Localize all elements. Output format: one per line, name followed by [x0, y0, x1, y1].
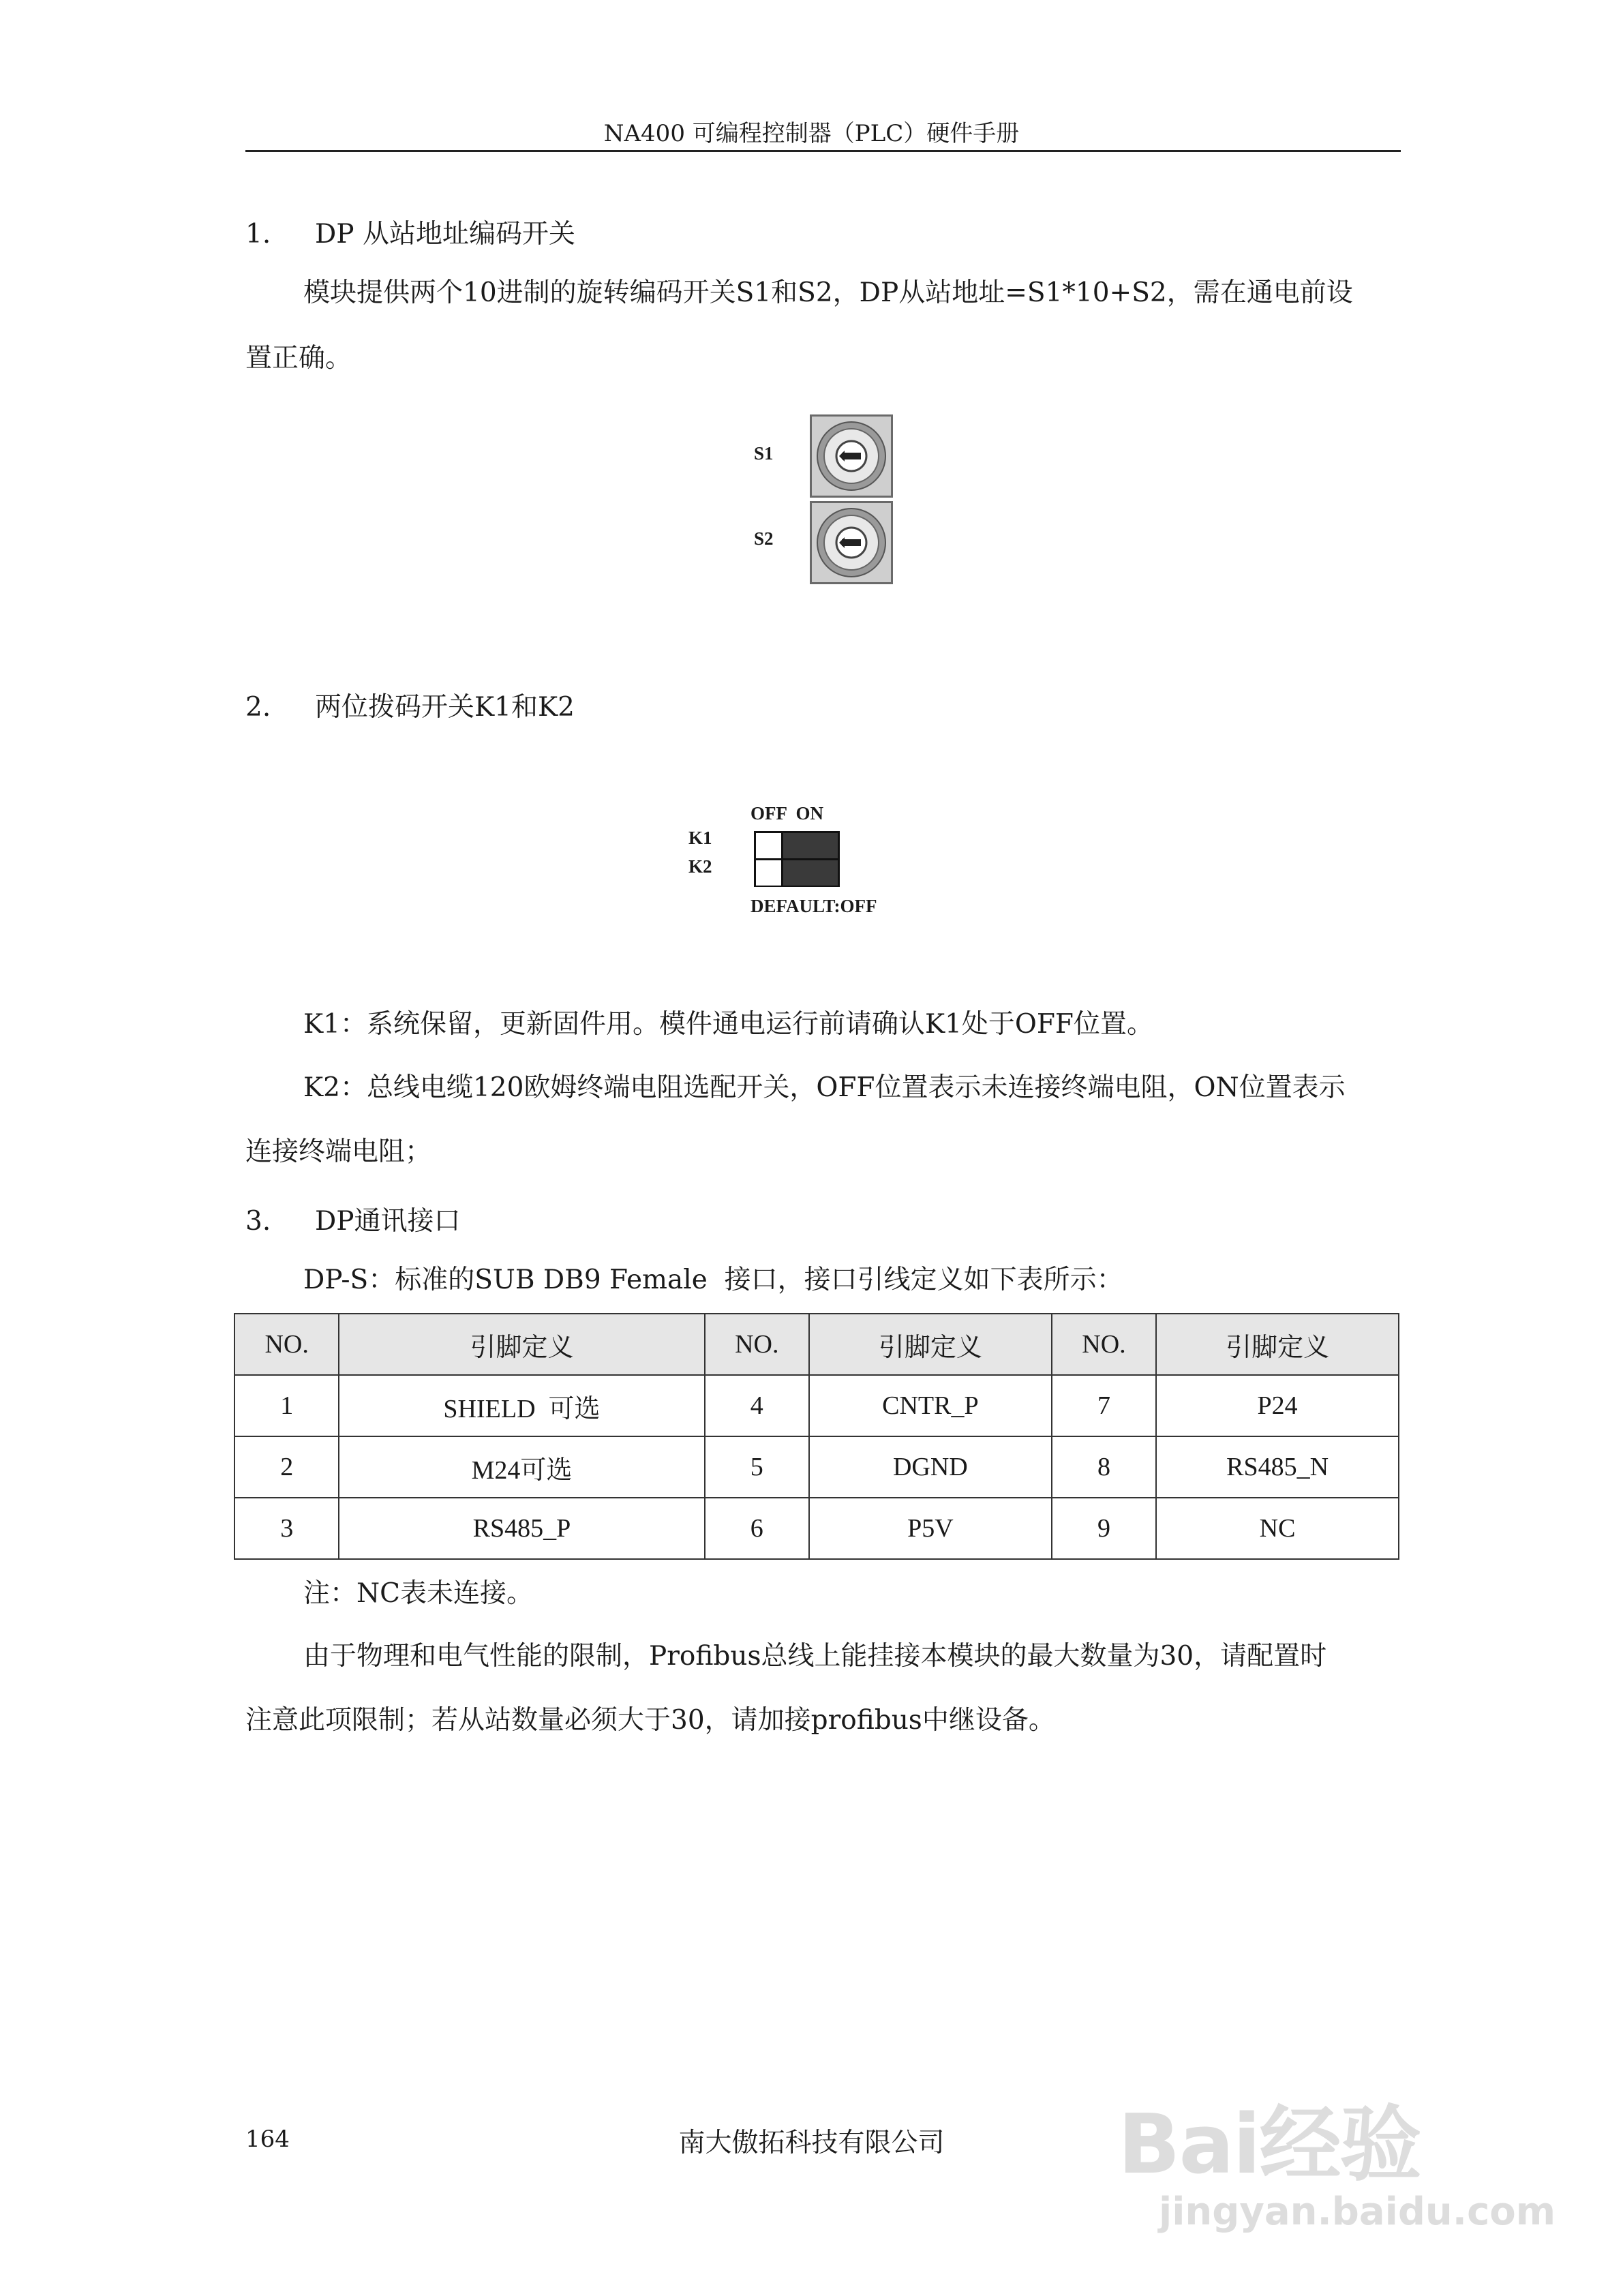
- table-header-cell: 引脚定义: [339, 1314, 704, 1375]
- section3-title: DP通讯接口: [315, 1206, 461, 1237]
- rotary-switch-s1: [810, 414, 893, 498]
- table-cell: 1: [234, 1375, 339, 1436]
- section3-paragraph-line1: 由于物理和电气性能的限制，Profibus总线上能挂接本模块的最大数量为30，请配置时: [303, 1641, 1327, 1672]
- rotary-switch-s2: [810, 501, 893, 584]
- switch-label-s1: S1: [754, 443, 774, 464]
- table-header-cell: NO.: [1052, 1314, 1156, 1375]
- table-cell: 5: [705, 1436, 809, 1498]
- table-row: [234, 1498, 1399, 1559]
- switch-label-s2: S2: [754, 528, 774, 549]
- table-cell: 7: [1052, 1375, 1156, 1436]
- section3-paragraph-line2: 注意此项限制；若从站数量必须大于30，请加接profibus中继设备。: [245, 1705, 1055, 1736]
- table-cell: 3: [234, 1498, 339, 1559]
- section1-paragraph-line2: 置正确。: [245, 343, 352, 374]
- dip-switch-k2: [756, 860, 838, 886]
- dip-k1-off-slot: [756, 833, 783, 858]
- table-cell: RS485_N: [1156, 1436, 1399, 1498]
- table-cell: 2: [234, 1436, 339, 1498]
- table-cell: RS485_P: [339, 1498, 704, 1559]
- table-cell: M24可选: [339, 1436, 704, 1498]
- dip-header-off-on: OFF ON: [750, 803, 823, 824]
- k2-description-line1: K2：总线电缆120欧姆终端电阻选配开关，OFF位置表示未连接终端电阻，ON位置表示: [303, 1072, 1346, 1103]
- section3-heading: [245, 1200, 461, 1238]
- watermark-logo-text: Bai经验: [1118, 2098, 1421, 2192]
- table-cell: 9: [1052, 1498, 1156, 1559]
- table-header-cell: NO.: [705, 1314, 809, 1375]
- dip-label-k2: K2: [688, 856, 712, 877]
- pin-definition-table: [234, 1313, 1399, 1560]
- dip-k2-off-slot: [756, 860, 783, 886]
- section2-heading: [245, 686, 575, 724]
- table-row: [234, 1375, 1399, 1436]
- table-header-row: [234, 1314, 1399, 1375]
- watermark-url: jingyan.baidu.com: [1159, 2190, 1556, 2234]
- dip-k2-on-slot: [783, 860, 838, 886]
- table-header-cell: NO.: [234, 1314, 339, 1375]
- page-header-title: NA400 可编程控制器（PLC）硬件手册: [603, 120, 1020, 147]
- section1-number: 1.: [245, 219, 271, 250]
- baidu-jingyan-watermark: [1118, 2079, 1556, 2234]
- section3-number: 3.: [245, 1206, 271, 1237]
- dip-k1-on-slot: [783, 833, 838, 858]
- header-rule: [245, 150, 1401, 152]
- dip-switch-k1: [756, 833, 838, 860]
- section1-paragraph-line1: 模块提供两个10进制的旋转编码开关S1和S2，DP从站地址=S1*10+S2，需在通电前设: [303, 277, 1353, 308]
- page-number: 164: [245, 2126, 290, 2153]
- footer-company-name: 南大傲拓科技有限公司: [678, 2128, 945, 2158]
- section1-heading: [245, 213, 575, 251]
- table-cell: 4: [705, 1375, 809, 1436]
- dip-default-label: DEFAULT:OFF: [750, 896, 877, 916]
- table-cell: DGND: [809, 1436, 1052, 1498]
- dip-switch-block: [754, 831, 840, 887]
- table-cell: SHIELD 可选: [339, 1375, 704, 1436]
- dip-label-k1: K1: [688, 828, 712, 848]
- section1-title: DP 从站地址编码开关: [315, 219, 575, 250]
- rotary-dial-icon: [812, 417, 891, 496]
- table-cell: P24: [1156, 1375, 1399, 1436]
- k2-description-line2: 连接终端电阻；: [245, 1136, 432, 1167]
- table-note: 注：NC表未连接。: [303, 1578, 533, 1609]
- table-cell: CNTR_P: [809, 1375, 1052, 1436]
- table-row: [234, 1436, 1399, 1498]
- k1-description: K1：系统保留，更新固件用。模件通电运行前请确认K1处于OFF位置。: [303, 1009, 1153, 1040]
- section2-number: 2.: [245, 692, 271, 723]
- table-cell: 6: [705, 1498, 809, 1559]
- section3-intro: DP-S：标准的SUB DB9 Female 接口，接口引线定义如下表所示：: [303, 1265, 1123, 1295]
- table-header-cell: 引脚定义: [809, 1314, 1052, 1375]
- table-header-cell: 引脚定义: [1156, 1314, 1399, 1375]
- table-cell: P5V: [809, 1498, 1052, 1559]
- table-cell: 8: [1052, 1436, 1156, 1498]
- section2-title: 两位拨码开关K1和K2: [315, 692, 575, 723]
- table-cell: NC: [1156, 1498, 1399, 1559]
- rotary-dial-icon: [812, 503, 891, 582]
